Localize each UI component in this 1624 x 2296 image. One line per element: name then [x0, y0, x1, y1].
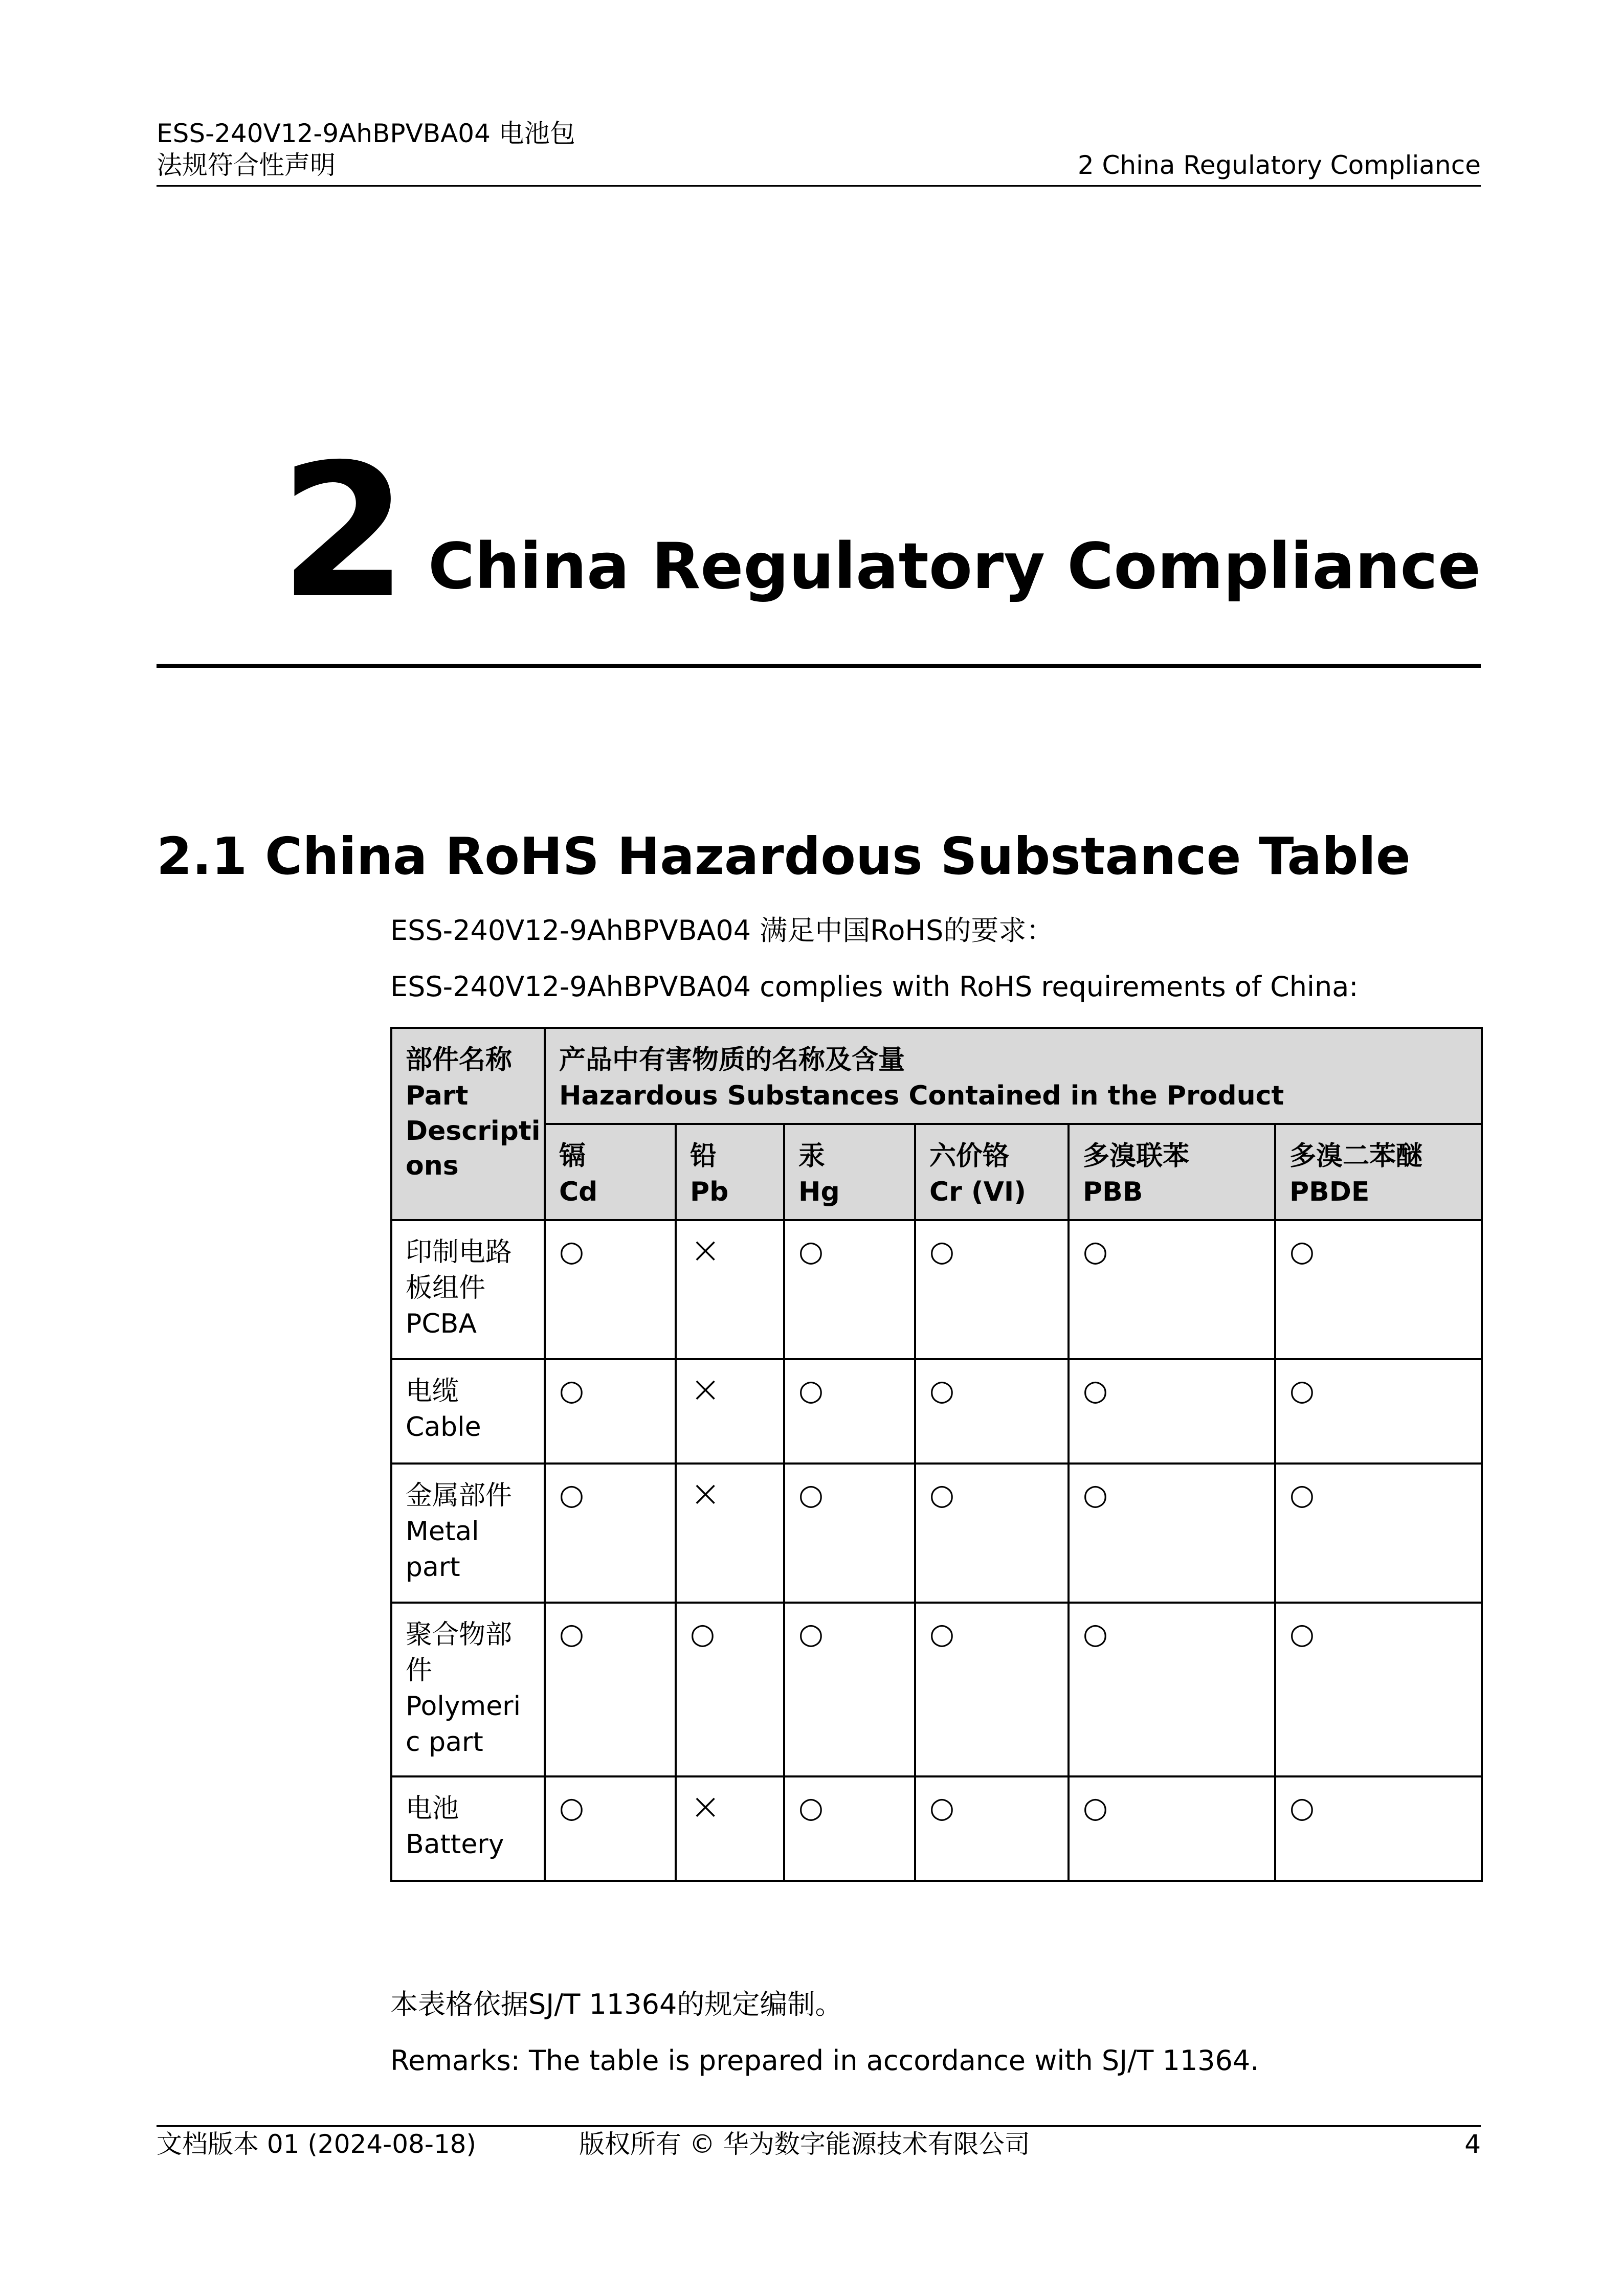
part-name-cn: 电池 — [406, 1793, 459, 1824]
chapter-title: China Regulatory Compliance — [428, 530, 1481, 603]
part-name-en: PCBA — [406, 1309, 477, 1339]
table-row — [391, 1220, 1482, 1359]
part-header-en-3: ons — [406, 1151, 459, 1181]
substance-mark-cell — [1069, 1359, 1275, 1464]
substance-mark-cell — [784, 1603, 915, 1776]
compliance-mark: × — [690, 1785, 721, 1828]
substance-cn: 铅 — [690, 1141, 717, 1172]
header-divider — [157, 185, 1481, 187]
substance-mark-cell — [784, 1464, 915, 1603]
compliance-mark: ○ — [1083, 1617, 1108, 1651]
substance-cn: 汞 — [798, 1141, 826, 1172]
footer-page-number: 4 — [1464, 2129, 1481, 2159]
substance-mark-cell — [1275, 1220, 1482, 1359]
part-name-en: Polymeri — [406, 1691, 521, 1722]
substance-mark-cell — [915, 1464, 1069, 1603]
compliance-mark: ○ — [798, 1235, 824, 1268]
part-header-en-2: Descripti — [406, 1116, 541, 1146]
substance-cn: 多溴联苯 — [1083, 1141, 1190, 1172]
substance-en: PBB — [1083, 1177, 1143, 1207]
compliance-mark: ○ — [929, 1235, 954, 1268]
substance-cn: 多溴二苯醚 — [1289, 1141, 1423, 1172]
header-product: ESS-240V12-9AhBPVBA04 电池包 — [157, 119, 575, 148]
compliance-mark: ○ — [559, 1791, 584, 1825]
compliance-mark: × — [690, 1472, 721, 1515]
part-header-en-1: Part — [406, 1081, 469, 1111]
part-name-cn: 印制电路 — [406, 1237, 513, 1268]
part-name-en: Cable — [406, 1412, 481, 1443]
part-name-cell — [391, 1359, 545, 1464]
substance-mark-cell — [545, 1603, 676, 1776]
substances-group-header — [545, 1028, 1482, 1124]
compliance-mark: ○ — [798, 1791, 824, 1825]
group-header-en: Hazardous Substances Contained in the Product — [559, 1081, 1284, 1111]
compliance-mark: ○ — [929, 1374, 954, 1407]
chapter-heading — [279, 424, 1481, 639]
substance-mark-cell — [545, 1776, 676, 1881]
chapter-divider — [157, 664, 1481, 668]
substance-cn: 镉 — [559, 1141, 586, 1172]
substance-mark-cell — [1069, 1603, 1275, 1776]
footer-divider — [157, 2125, 1481, 2127]
substance-mark-cell — [676, 1220, 784, 1359]
substance-mark-cell — [1069, 1464, 1275, 1603]
substance-mark-cell — [545, 1359, 676, 1464]
table-row — [391, 1776, 1482, 1881]
chapter-number: 2 — [279, 424, 408, 639]
substance-mark-cell — [915, 1603, 1069, 1776]
substance-mark-cell — [1069, 1776, 1275, 1881]
part-header-cell — [391, 1028, 545, 1220]
compliance-mark: ○ — [559, 1374, 584, 1407]
intro-cn: ESS-240V12-9AhBPVBA04 满足中国RoHS的要求： — [390, 914, 1054, 947]
intro-en: ESS-240V12-9AhBPVBA04 complies with RoHS requirements of China: — [390, 971, 1359, 1003]
compliance-mark: ○ — [690, 1617, 715, 1651]
substance-en: Cd — [559, 1177, 598, 1207]
substance-en: Hg — [798, 1177, 840, 1207]
compliance-mark: ○ — [1289, 1374, 1315, 1407]
part-name-en: Battery — [406, 1829, 504, 1860]
compliance-mark: ○ — [929, 1791, 954, 1825]
substance-header-cd — [545, 1124, 676, 1220]
substance-cn: 六价铬 — [929, 1141, 1010, 1172]
substance-header-cr — [915, 1124, 1069, 1220]
part-name-cell — [391, 1220, 545, 1359]
part-name-cell — [391, 1603, 545, 1776]
table-row — [391, 1603, 1482, 1776]
substance-en: Cr (VI) — [929, 1177, 1027, 1207]
substance-mark-cell — [1275, 1464, 1482, 1603]
compliance-mark: ○ — [1289, 1235, 1315, 1268]
part-name-cn: 电缆 — [406, 1376, 459, 1407]
header-chapter: 2 China Regulatory Compliance — [1077, 150, 1481, 180]
compliance-mark: ○ — [559, 1478, 584, 1512]
substance-en: PBDE — [1289, 1177, 1370, 1207]
substance-mark-cell — [915, 1776, 1069, 1881]
substance-en: Pb — [690, 1177, 729, 1207]
substance-mark-cell — [1275, 1776, 1482, 1881]
footer-copyright: 版权所有 © 华为数字能源技术有限公司 — [579, 2129, 1030, 2159]
substance-header-pbb — [1069, 1124, 1275, 1220]
substance-header-hg — [784, 1124, 915, 1220]
substance-mark-cell — [676, 1603, 784, 1776]
substance-mark-cell — [1275, 1603, 1482, 1776]
substance-mark-cell — [784, 1220, 915, 1359]
part-name-cn: 聚合物部 — [406, 1619, 513, 1650]
compliance-mark: ○ — [929, 1617, 954, 1651]
table-row — [391, 1464, 1482, 1603]
part-name-cn: 件 — [406, 1655, 433, 1686]
compliance-mark: ○ — [798, 1374, 824, 1407]
compliance-mark: ○ — [1083, 1235, 1108, 1268]
substance-mark-cell — [545, 1220, 676, 1359]
substance-mark-cell — [676, 1359, 784, 1464]
part-name-cn: 金属部件 — [406, 1480, 513, 1511]
compliance-mark: ○ — [1083, 1478, 1108, 1512]
substance-mark-cell — [676, 1776, 784, 1881]
compliance-mark: ○ — [559, 1235, 584, 1268]
table-header-row — [391, 1028, 1482, 1124]
footer-doc-version: 文档版本 01 (2024-08-18) — [157, 2129, 476, 2159]
part-name-cn: 板组件 — [406, 1273, 486, 1303]
compliance-mark: ○ — [798, 1617, 824, 1651]
substance-mark-cell — [784, 1359, 915, 1464]
part-header-cn: 部件名称 — [406, 1045, 513, 1075]
substance-header-pb — [676, 1124, 784, 1220]
header-doc-type: 法规符合性声明 — [157, 150, 336, 180]
part-name-cell — [391, 1776, 545, 1881]
rohs-table — [390, 1027, 1483, 1882]
compliance-mark: ○ — [559, 1617, 584, 1651]
compliance-mark: × — [690, 1367, 721, 1410]
compliance-mark: ○ — [929, 1478, 954, 1512]
compliance-mark: ○ — [1083, 1791, 1108, 1825]
compliance-mark: ○ — [1289, 1478, 1315, 1512]
remarks-en: Remarks: The table is prepared in accordance with SJ/T 11364. — [390, 2044, 1259, 2077]
substance-mark-cell — [1275, 1359, 1482, 1464]
compliance-mark: × — [690, 1228, 721, 1271]
substance-header-row — [391, 1124, 1482, 1220]
section-title: 2.1 China RoHS Hazardous Substance Table — [157, 826, 1411, 886]
compliance-mark: ○ — [1289, 1617, 1315, 1651]
part-name-cell — [391, 1464, 545, 1603]
remarks-cn: 本表格依据SJ/T 11364的规定编制。 — [390, 1988, 843, 2020]
part-name-en: Metal — [406, 1516, 479, 1547]
substance-mark-cell — [545, 1464, 676, 1603]
part-name-en: part — [406, 1552, 460, 1583]
substance-mark-cell — [1069, 1220, 1275, 1359]
substance-mark-cell — [676, 1464, 784, 1603]
substance-header-pbde — [1275, 1124, 1482, 1220]
substance-mark-cell — [915, 1220, 1069, 1359]
table-row — [391, 1359, 1482, 1464]
compliance-mark: ○ — [798, 1478, 824, 1512]
substance-mark-cell — [915, 1359, 1069, 1464]
compliance-mark: ○ — [1083, 1374, 1108, 1407]
group-header-cn: 产品中有害物质的名称及含量 — [559, 1045, 905, 1075]
header-doc-info — [157, 118, 575, 181]
compliance-mark: ○ — [1289, 1791, 1315, 1825]
part-name-en: c part — [406, 1727, 483, 1758]
substance-mark-cell — [784, 1776, 915, 1881]
